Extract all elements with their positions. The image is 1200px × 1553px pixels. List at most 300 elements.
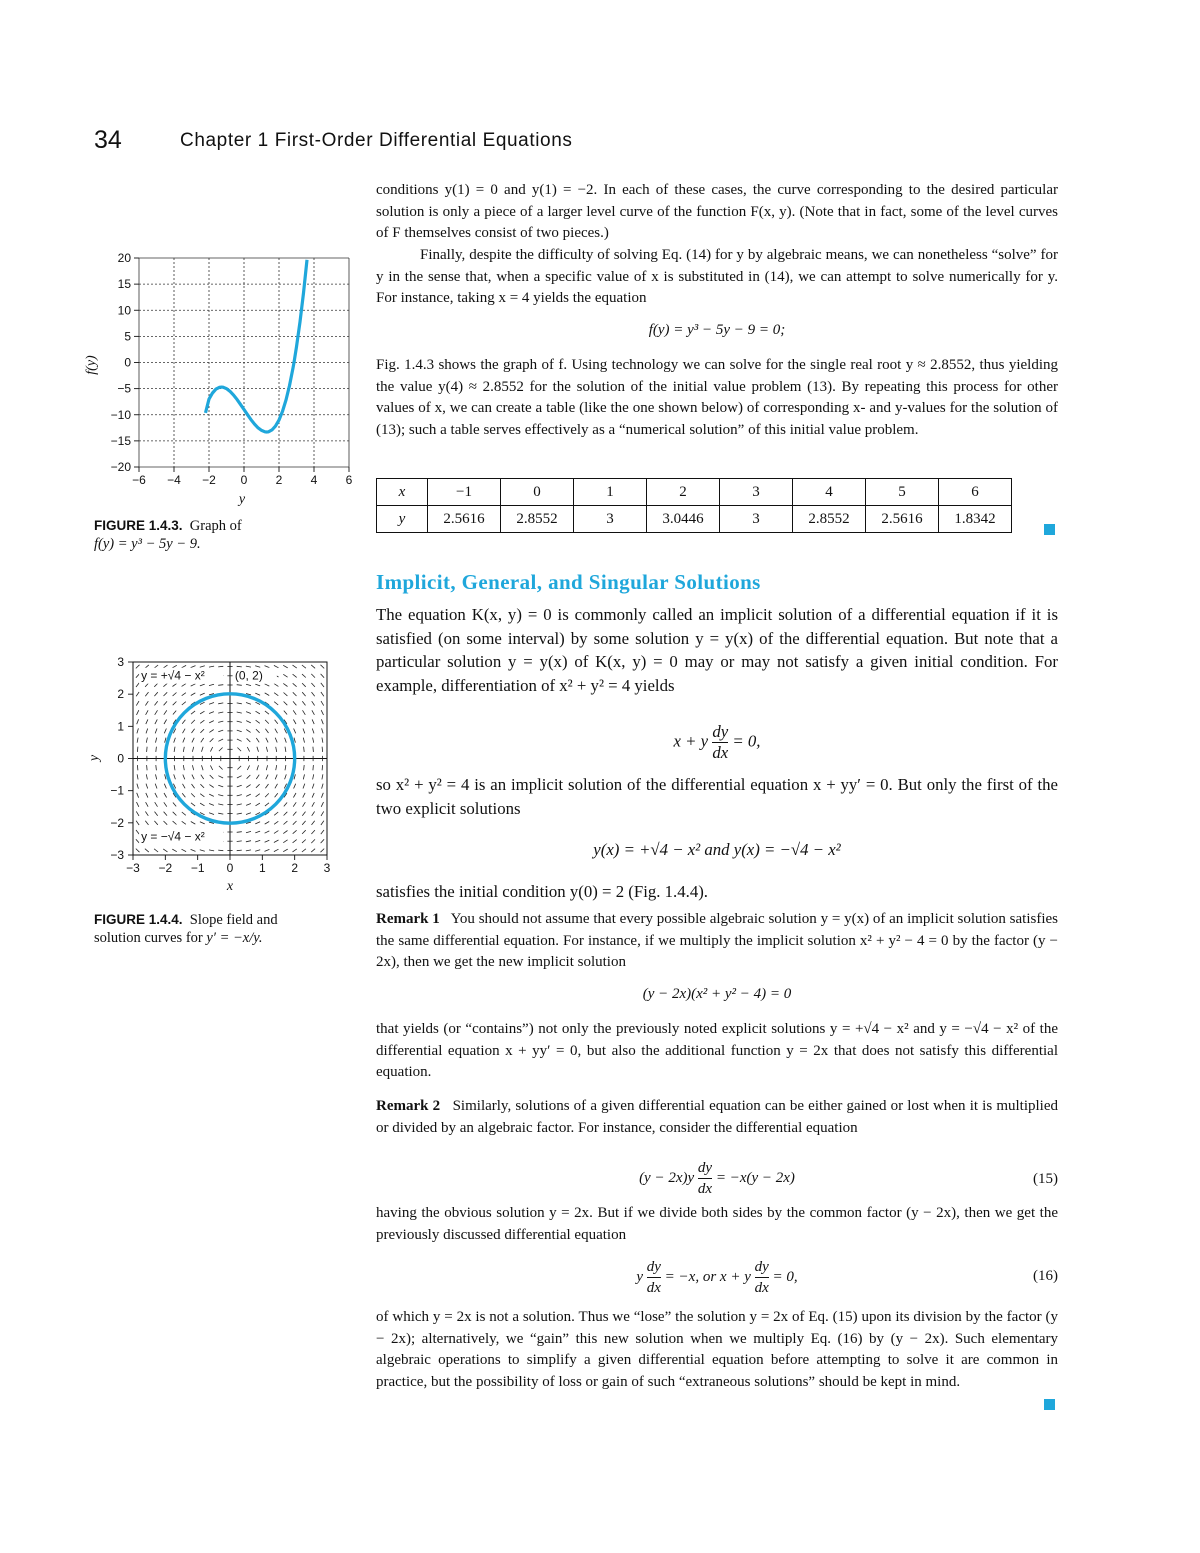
fig144-slope-segment	[202, 765, 204, 770]
fig144-slope-segment	[311, 839, 315, 843]
fig144-slope-segment	[155, 812, 158, 816]
fig144-tick-label-y: 2	[117, 687, 124, 702]
fig144-slope-segment	[136, 692, 139, 696]
fig144-slope-segment	[255, 831, 260, 833]
fig144-slope-segment	[145, 692, 148, 696]
fig144-slope-segment	[255, 840, 260, 842]
fig144-slope-segment	[237, 841, 242, 842]
fig144-slope-segment	[164, 701, 167, 705]
table-cell-y: 2.5616	[428, 506, 501, 533]
fig144-slope-segment	[274, 840, 279, 843]
fig144-slope-segment	[274, 684, 278, 687]
eq16-b: = −x, or x + y	[664, 1268, 751, 1285]
fig144-slope-segment	[321, 701, 324, 706]
fig144-slope-segment	[200, 729, 204, 733]
fig144-slope-segment	[303, 729, 305, 734]
fig144-slope-segment	[182, 849, 187, 851]
fig144-slope-segment	[200, 666, 205, 668]
fig144-slope-segment	[136, 821, 139, 825]
fig144-slope-segment	[246, 841, 251, 842]
fig144-slope-segment	[183, 765, 184, 770]
eq16-a: y	[636, 1268, 643, 1285]
figure-1-4-3-caption	[94, 517, 334, 553]
fig144-slope-segment	[312, 719, 314, 724]
fig143-tick-label-x: 0	[240, 473, 248, 487]
fig144-slope-segment	[200, 794, 204, 797]
fig144-slope-segment	[283, 674, 287, 677]
fig144-slope-segment	[136, 830, 139, 834]
fig144-slope-segment	[321, 821, 324, 825]
equation-implicit-product: (y − 2x)(x² + y² − 4) = 0	[642, 986, 792, 1002]
fig144-slope-segment	[312, 729, 314, 734]
table-header-x: x	[377, 479, 428, 506]
fig144-slope-segment	[191, 822, 196, 825]
fig144-slope-segment	[146, 738, 147, 743]
paragraph-contains: that yields (or “contains”) not only the previously noted explicit solutions y = +√4 − x² and y = −√4 − x² of the differential equation x + yy′ = 0, but also the additional function y = 2x that does not satisfy this differential equation.	[376, 1021, 1058, 1081]
fig144-slope-segment	[218, 795, 223, 796]
fig144-slope-segment	[246, 730, 250, 733]
paragraph-conditions: conditions y(1) = 0 and y(1) = −2. In each of these cases, the curve corresponding to the desired particular solution is only a piece of a larger level curve of the function F(x, y). (Note that in fact, some of the level curves of F themselves consist of two pieces.)	[376, 182, 1058, 242]
fig144-slope-segment	[164, 710, 167, 714]
fig144-slope-segment	[321, 849, 325, 853]
fig143-tick-label-y: −10	[110, 407, 131, 422]
fig143-tick-label-x: −4	[167, 473, 181, 487]
fig143-tick-label-y: 15	[117, 277, 131, 292]
fig144-slope-segment	[304, 747, 305, 752]
fig144-slope-segment	[164, 720, 167, 725]
fig144-slope-segment	[246, 804, 251, 806]
fig144-slope-segment	[173, 683, 177, 686]
fig144-slope-segment	[237, 804, 242, 805]
fig144-slope-segment	[218, 703, 223, 704]
fig144-slope-segment	[312, 701, 315, 705]
fig143-caption-text: Graph of	[189, 518, 242, 534]
fig144-slope-segment	[147, 765, 148, 770]
fig144-slope-segment	[275, 784, 278, 789]
equation-15-number: (15)	[1033, 1171, 1058, 1187]
fig144-slope-segment	[137, 728, 139, 733]
fig144-tick-label-x: −2	[158, 861, 173, 875]
fig144-slope-segment	[265, 684, 270, 686]
fig144-slope-segment	[200, 693, 205, 695]
fig144-slope-segment	[265, 803, 269, 806]
fig143-caption-formula: f(y) = y³ − 5y − 9.	[94, 536, 201, 552]
fig144-slope-segment	[145, 821, 148, 825]
fig144-slope-segment	[209, 794, 214, 796]
fig144-slope-segment	[192, 729, 195, 733]
fig144-slope-segment	[136, 811, 139, 816]
fig144-slope-segment	[294, 784, 296, 789]
fig144-slope-segment	[155, 710, 158, 715]
fig144-tick-label-y: 3	[117, 655, 124, 669]
fig144-slope-segment	[265, 793, 269, 797]
fig144-slope-segment	[155, 719, 157, 724]
fig144-slope-segment	[321, 692, 324, 696]
fig144-slope-segment	[174, 738, 176, 743]
fig144-slope-segment	[156, 774, 157, 779]
fig144-slope-segment	[219, 766, 223, 770]
fig144-caption-text2: solution curves for	[94, 930, 203, 946]
fig144-slope-segment	[155, 701, 158, 705]
fig144-slope-segment	[156, 747, 157, 752]
fig144-slope-segment	[321, 811, 324, 816]
fig144-slope-segment	[173, 821, 177, 824]
fig144-slope-segment	[246, 794, 251, 796]
eq16-fraction-2	[755, 1257, 769, 1298]
fig144-slope-segment	[285, 765, 286, 770]
fig144-slope-segment	[218, 785, 223, 787]
fig144-slope-segment	[284, 711, 287, 715]
fig144-slope-segment	[284, 812, 288, 816]
fig144-slope-segment	[218, 776, 223, 778]
fig144-slope-segment	[312, 784, 314, 789]
fig144-slope-segment	[293, 692, 297, 696]
fig144-slope-segment	[173, 702, 177, 706]
eq-diff-fraction	[712, 722, 728, 763]
fig144-slope-segment	[156, 738, 157, 743]
fig144-slope-segment	[183, 784, 186, 789]
fig144-slope-segment	[256, 794, 260, 797]
fig144-slope-segment	[182, 684, 186, 687]
fig144-slope-segment	[303, 793, 305, 798]
fig144-slope-segment	[237, 832, 242, 833]
fig144-slope-segment	[246, 712, 251, 714]
fig143-tick-label-x: −6	[132, 473, 146, 487]
table-cell-x: 4	[793, 479, 866, 506]
fig144-tick-label-x: 2	[291, 861, 299, 875]
fig143-tick-label-y: 20	[117, 251, 131, 265]
fig144-slope-segment	[256, 729, 260, 733]
fig143-grid	[139, 258, 349, 467]
fig144-slope-segment	[191, 803, 195, 806]
fig144-slope-segment	[246, 684, 251, 685]
fig144-slope-segment	[313, 738, 314, 743]
fig144-slope-segment	[293, 849, 297, 852]
fig144-slope-segment	[164, 821, 168, 825]
table-cell-y: 3	[720, 506, 793, 533]
fig144-slope-segment	[237, 666, 242, 667]
eq15-den: dx	[697, 1181, 713, 1197]
fig144-slope-segment	[246, 785, 250, 788]
fig144-slope-segment	[192, 775, 194, 780]
fig144-slope-segment	[209, 703, 214, 705]
fig143-ticks	[111, 251, 353, 487]
fig144-slope-segment	[302, 665, 306, 668]
fig144-slope-segment	[266, 765, 267, 770]
fig144-slope-segment	[191, 849, 196, 851]
fig144-slope-segment	[322, 747, 323, 752]
fig144-slope-segment	[283, 665, 288, 668]
fig144-slope-segment	[163, 665, 167, 668]
fig144-slope-segment	[182, 702, 186, 705]
fig144-slope-segment	[256, 775, 259, 779]
fig144-slope-segment	[265, 693, 270, 696]
table-cell-x: 6	[939, 479, 1012, 506]
fig144-slope-segment	[265, 720, 269, 724]
fig144-slope-segment	[275, 729, 278, 734]
equation-16	[376, 1257, 1058, 1298]
fig144-slope-segment	[145, 701, 148, 705]
fig144-slope-segment	[183, 729, 186, 734]
fig144-slope-segment	[209, 721, 214, 723]
fig144-slope-segment	[285, 774, 287, 779]
fig144-slope-segment	[293, 665, 297, 668]
fig143-curve	[206, 260, 308, 432]
fig144-slope-segment	[302, 849, 306, 852]
fig143-tick-label-x: 4	[310, 473, 318, 487]
fig144-slope-segment	[210, 765, 212, 770]
fig144-slope-segment	[146, 729, 148, 734]
fig144-slope-segment	[183, 738, 185, 743]
fig144-tick-label-y: 0	[117, 751, 124, 766]
eq16-c: = 0,	[772, 1268, 798, 1285]
fig144-slope-segment	[312, 812, 315, 816]
fig144-slope-segment	[274, 849, 279, 851]
fig144-slope-segment	[265, 729, 268, 733]
table-cell-y: 3.0446	[647, 506, 720, 533]
fig144-slope-segment	[145, 849, 149, 852]
fig144-slope-segment	[284, 821, 288, 824]
fig144-slope-segment	[218, 721, 223, 722]
equation-f: f(y) = y³ − 5y − 9 = 0;	[648, 322, 786, 338]
fig144-slope-segment	[237, 712, 242, 713]
table-cell-y: 2.8552	[501, 506, 574, 533]
fig144-tick-label-x: 3	[323, 861, 331, 875]
eq16-num-2: dy	[755, 1257, 769, 1278]
figure-1-4-3-chart	[80, 245, 360, 510]
fig143-xlabel: y	[238, 492, 246, 507]
fig144-slope-segment	[192, 747, 193, 752]
fig144-slope-segment	[156, 765, 157, 770]
eq-diff-num: dy	[712, 722, 729, 741]
fig144-slope-segment	[200, 850, 205, 852]
fig144-slope-segment	[154, 821, 157, 825]
fig144-slope-segment	[164, 692, 168, 696]
paragraph-initial-condition: satisfies the initial condition y(0) = 2 (Fig. 1.4.4).	[376, 882, 708, 901]
table-cell-y: 2.8552	[793, 506, 866, 533]
table-cell-y: 2.5616	[866, 506, 939, 533]
fig144-slope-segment	[293, 830, 297, 833]
fig144-slope-segment	[311, 683, 315, 687]
fig144-slope-segment	[256, 803, 260, 806]
fig144-slope-segment	[218, 739, 223, 741]
fig144-slope-segment	[136, 665, 140, 669]
fig144-slope-segment	[283, 831, 287, 834]
fig144-slope-segment	[155, 793, 157, 798]
fig144-slope-segment	[302, 812, 305, 816]
fig144-slope-segment	[237, 795, 242, 796]
fig144-slope-segment	[209, 785, 213, 788]
remark-1-label: Remark 1	[376, 911, 440, 927]
chapter-title: Chapter 1 First-Order Differential Equations	[180, 130, 573, 151]
fig144-slope-segment	[201, 738, 204, 742]
fig144-slope-segment	[182, 821, 186, 824]
table-cell-x: −1	[428, 479, 501, 506]
fig144-slope-segment	[182, 812, 186, 815]
paragraph-remark-2	[376, 1096, 1058, 1139]
fig144-tick-label-x: 0	[226, 861, 234, 875]
fig144-slope-segment	[257, 765, 259, 770]
fig144-slope-segment	[146, 802, 149, 807]
table-cell-x: 1	[574, 479, 647, 506]
table-cell-x: 3	[720, 479, 793, 506]
fig144-slope-segment	[200, 711, 204, 714]
fig144-slope-segment	[302, 830, 306, 834]
fig144-slope-segment	[202, 747, 204, 752]
fig144-slope-segment	[137, 793, 139, 798]
paragraph-fig-143: Fig. 1.4.3 shows the graph of f. Using technology we can solve for the single real root y ≈ 2.8552, thus yielding the value y(4) ≈ 2.8552 for the solution of the initial value problem (13). By repeating this process for other values of x, we can create a table (like the one shown below) of corresponding x- and y-values for the solution of (13); such a table serves effectively as a “numerical solution” of this initial value problem.	[376, 357, 1058, 438]
fig144-slope-segment	[246, 831, 251, 832]
fig144-slope-segment	[237, 748, 241, 752]
fig144-slope-segment	[137, 738, 138, 743]
fig144-slope-segment	[313, 774, 314, 779]
fig144-slope-segment	[247, 775, 251, 779]
fig144-slope-segment	[173, 711, 176, 715]
fig144-slope-segment	[321, 830, 324, 834]
fig144-slope-segment	[283, 840, 287, 843]
fig144-slope-segment	[246, 721, 251, 723]
fig144-slope-segment	[164, 802, 167, 806]
fig144-slope-segment	[173, 803, 176, 807]
paragraph-obvious-solution: having the obvious solution y = 2x. But if we divide both sides by the common factor (y − 2x), then we get the previously discussed differential equation	[376, 1205, 1058, 1243]
eq-diff-left: x + y	[673, 731, 709, 751]
fig144-slope-segment	[293, 812, 296, 816]
eq16-num-1: dy	[647, 1257, 661, 1278]
fig144-slope-segment	[218, 804, 223, 805]
paragraph-finally: Finally, despite the difficulty of solving Eq. (14) for y by algebraic means, we can nonetheless “solve” for y in the sense that, when a specific value of x is substituted in (14), we can attempt to solve numerically for y. For instance, taking x = 4 yields the equation	[376, 247, 1058, 307]
fig144-slope-segment	[256, 720, 260, 723]
fig144-slope-segment	[237, 739, 242, 741]
fig144-slope-segment	[302, 821, 305, 825]
fig144-slope-segment	[137, 765, 138, 770]
fig144-slope-segment	[183, 775, 185, 780]
fig144-slope-segment	[209, 666, 214, 667]
fig144-slope-segment	[200, 803, 204, 806]
fig144-slope-segment	[257, 747, 259, 752]
fig144-slope-segment	[237, 766, 241, 770]
eq16-den-2: dx	[754, 1280, 769, 1296]
fig144-slope-segment	[218, 813, 223, 814]
fig144-slope-segment	[209, 684, 214, 685]
fig144-slope-segment	[200, 720, 204, 723]
fig144-slope-segment	[255, 850, 260, 852]
fig144-slope-segment	[192, 738, 194, 743]
fig144-slope-segment	[321, 665, 325, 669]
fig144-slope-segment	[312, 821, 315, 825]
fig144-slope-segment	[276, 765, 277, 770]
fig144-slope-segment	[173, 812, 177, 816]
fig143-tick-label-x: −2	[202, 473, 216, 487]
fig144-slope-segment	[237, 776, 242, 778]
fig144-slope-segment	[303, 774, 304, 779]
paragraph-remark-1	[376, 909, 1058, 974]
fig144-slope-segment	[311, 665, 315, 668]
fig144-slope-segment	[293, 821, 297, 825]
eq15-right: = −x(y − 2x)	[715, 1169, 795, 1186]
fig144-slope-segment	[137, 719, 139, 724]
fig144-slope-segment	[210, 738, 214, 742]
fig144-slope-segment	[246, 813, 251, 815]
fig143-tick-label-y: 10	[117, 303, 131, 318]
fig144-slope-segment	[182, 693, 186, 696]
table-row-x	[377, 479, 1012, 506]
fig144-xlabel: x	[226, 879, 234, 894]
fig144-slope-segment	[293, 720, 296, 725]
equation-explicit-solutions: y(x) = +√4 − x² and y(x) = −√4 − x²	[593, 840, 841, 859]
fig144-slope-segment	[321, 683, 324, 687]
eq16-den-1: dx	[646, 1280, 661, 1296]
fig144-slope-segment	[293, 793, 296, 798]
fig144-slope-segment	[312, 793, 314, 798]
page-number: 34	[94, 126, 122, 154]
fig144-slope-segment	[293, 802, 296, 806]
fig144-slope-segment	[294, 729, 296, 734]
fig144-slope-segment	[192, 765, 193, 770]
fig144-slope-segment	[246, 850, 251, 851]
eq15-fraction	[698, 1158, 712, 1199]
fig144-tick-label-x: 1	[258, 861, 266, 875]
fig144-slope-segment	[147, 747, 148, 752]
fig144-slope-segment	[312, 802, 315, 807]
fig144-slope-segment	[136, 683, 139, 687]
fig144-slope-segment	[201, 775, 204, 779]
fig144-slope-segment	[274, 693, 278, 696]
fig144-slope-segment	[276, 747, 277, 752]
fig144-slope-segment	[313, 747, 314, 752]
fig144-slope-segment	[146, 784, 148, 789]
fig144-slope-segment	[191, 666, 196, 668]
fig144-annotation-label: y = −√4 − x²	[141, 829, 205, 844]
fig144-slope-segment	[237, 730, 242, 732]
fig144-slope-segment	[146, 710, 149, 715]
paragraph-explicit-solutions: so x² + y² = 4 is an implicit solution of the differential equation x + yy′ = 0. But only the first of the two explicit solutions	[376, 775, 1058, 818]
end-of-remark-marker	[1044, 1399, 1055, 1410]
fig144-slope-segment	[191, 711, 195, 714]
paragraph-implicit-solution: The equation K(x, y) = 0 is commonly called an implicit solution of a differential equation if it is satisfied (on some interval) by some solution y = y(x) of the differential equation. But note that a particular solution y = y(x) of K(x, y) = 0 may or may not satisfy a given initial condition. For example, differentiation of x² + y² = 4 yields	[376, 605, 1058, 696]
fig144-slope-segment	[275, 738, 277, 743]
fig144-slope-segment	[137, 747, 138, 752]
fig144-slope-segment	[322, 738, 323, 743]
fig144-slope-segment	[137, 774, 138, 779]
table-row-y	[377, 506, 1012, 533]
fig144-annotation-label: y = +√4 − x²	[141, 668, 205, 683]
fig144-slope-segment	[210, 747, 212, 752]
fig144-slope-segment	[293, 840, 297, 843]
fig144-ylabel: y	[87, 754, 102, 762]
fig144-slope-segment	[274, 702, 278, 705]
fig144-slope-segment	[255, 822, 260, 824]
fig144-slope-segment	[321, 674, 325, 678]
fig143-tick-label-y: 5	[124, 329, 131, 344]
fig143-tick-label-y: 0	[124, 355, 131, 370]
fig144-slope-segment	[274, 831, 278, 834]
fig144-slope-segment	[283, 849, 288, 852]
fig144-slope-segment	[275, 775, 277, 780]
fig144-slope-segment	[155, 729, 157, 734]
fig144-slope-segment	[191, 720, 195, 724]
fig144-slope-segment	[265, 784, 268, 788]
fig144-slope-segment	[321, 802, 323, 807]
fig144-slope-segment	[247, 747, 249, 752]
remark-2-label: Remark 2	[376, 1098, 441, 1114]
fig143-tick-label-x: 2	[275, 473, 283, 487]
fig144-slope-segment	[146, 793, 148, 798]
fig144-annotation-label: (0, 2)	[234, 668, 263, 683]
fig144-slope-segment	[209, 712, 214, 714]
fig144-slope-segment	[219, 748, 223, 752]
fig144-slope-segment	[182, 665, 187, 667]
fig144-slope-segment	[155, 784, 157, 789]
